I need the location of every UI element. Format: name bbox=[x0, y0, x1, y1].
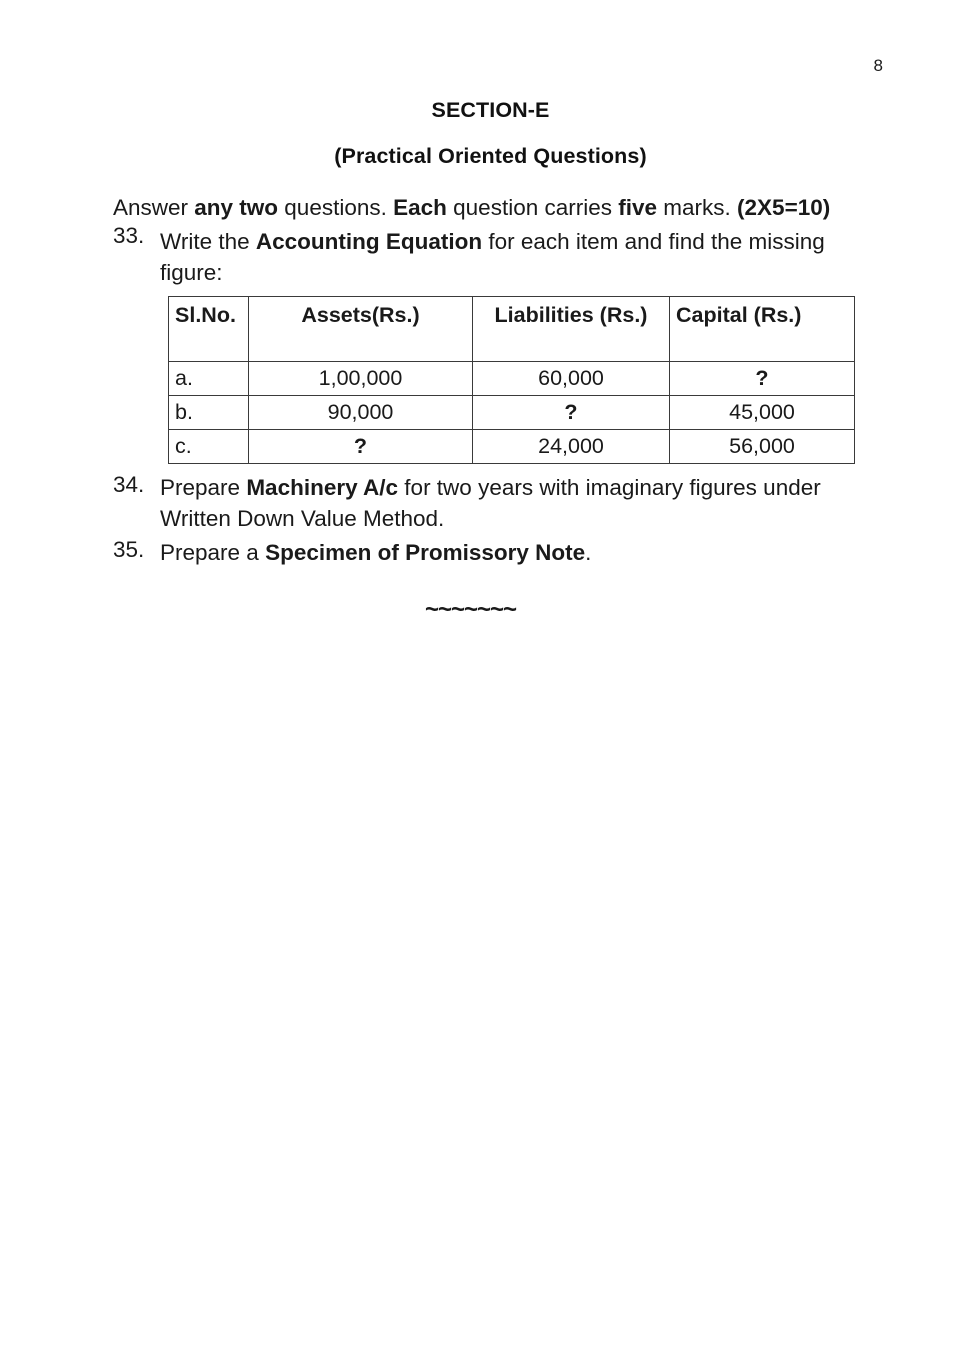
cell-sl-no: a. bbox=[169, 361, 249, 395]
column-header-assets: Assets(Rs.) bbox=[249, 296, 473, 361]
accounting-equation-table bbox=[168, 296, 855, 464]
question-35-number: 35. bbox=[113, 536, 145, 562]
instruction-text-4: marks. bbox=[657, 195, 738, 220]
column-header-sl-no: Sl.No. bbox=[169, 296, 249, 361]
instruction-text-1: Answer bbox=[113, 195, 195, 220]
table-row bbox=[169, 361, 855, 395]
question-34-number: 34. bbox=[113, 471, 145, 497]
section-subtitle: (Practical Oriented Questions) bbox=[334, 143, 647, 168]
question-33-number: 33. bbox=[113, 222, 145, 248]
question-35-bold-term: Specimen of Promissory Note bbox=[265, 539, 586, 565]
cell-capital: 56,000 bbox=[670, 429, 855, 463]
instruction-text-3: question carries bbox=[446, 195, 619, 220]
instruction-bold-any-two: any two bbox=[194, 195, 279, 220]
section-heading: SECTION-E bbox=[431, 98, 550, 122]
page-content bbox=[113, 98, 868, 622]
cell-assets: 1,00,000 bbox=[249, 361, 473, 395]
table-row bbox=[169, 395, 855, 429]
question-35-text bbox=[160, 540, 591, 565]
cell-liabilities: 60,000 bbox=[473, 361, 670, 395]
cell-sl-no: c. bbox=[169, 429, 249, 463]
cell-assets: 90,000 bbox=[249, 395, 473, 429]
cell-sl-no: b. bbox=[169, 395, 249, 429]
question-33 bbox=[113, 220, 868, 288]
question-34-text-1: Prepare bbox=[160, 474, 247, 500]
cell-capital: 45,000 bbox=[670, 395, 855, 429]
cell-capital: ? bbox=[670, 361, 855, 395]
instruction-bold-each: Each bbox=[393, 195, 447, 220]
instruction-line bbox=[113, 167, 868, 220]
question-34 bbox=[113, 469, 868, 534]
cell-liabilities: 24,000 bbox=[473, 429, 670, 463]
page-number: 8 bbox=[873, 56, 883, 75]
instruction-text-2: questions. bbox=[278, 195, 394, 220]
question-35 bbox=[113, 534, 868, 568]
question-34-text bbox=[160, 475, 821, 531]
column-header-capital: Capital (Rs.) bbox=[670, 296, 855, 361]
question-33-bold-term: Accounting Equation bbox=[255, 228, 483, 254]
end-of-paper-decoration: ~~~~~~~ bbox=[424, 595, 517, 623]
table-row bbox=[169, 429, 855, 463]
question-33-text-1: Write the bbox=[160, 228, 256, 254]
question-34-text-2: for two years with imaginary figures under Written Down Value Method. bbox=[160, 474, 821, 531]
table-header-row bbox=[169, 296, 855, 361]
question-34-bold-term: Machinery A/c bbox=[246, 474, 399, 500]
cell-liabilities: ? bbox=[473, 395, 670, 429]
question-35-text-1: Prepare a bbox=[160, 539, 266, 565]
question-35-text-2: . bbox=[585, 539, 592, 565]
instruction-bold-five: five bbox=[618, 195, 658, 220]
question-33-text bbox=[160, 229, 825, 285]
accounting-equation-table-wrapper bbox=[113, 288, 868, 469]
instruction-bold-marks: (2X5=10) bbox=[737, 195, 831, 220]
cell-assets: ? bbox=[249, 429, 473, 463]
column-header-liabilities: Liabilities (Rs.) bbox=[473, 296, 670, 361]
question-33-text-2: for each item and find the missing figure: bbox=[160, 228, 825, 285]
